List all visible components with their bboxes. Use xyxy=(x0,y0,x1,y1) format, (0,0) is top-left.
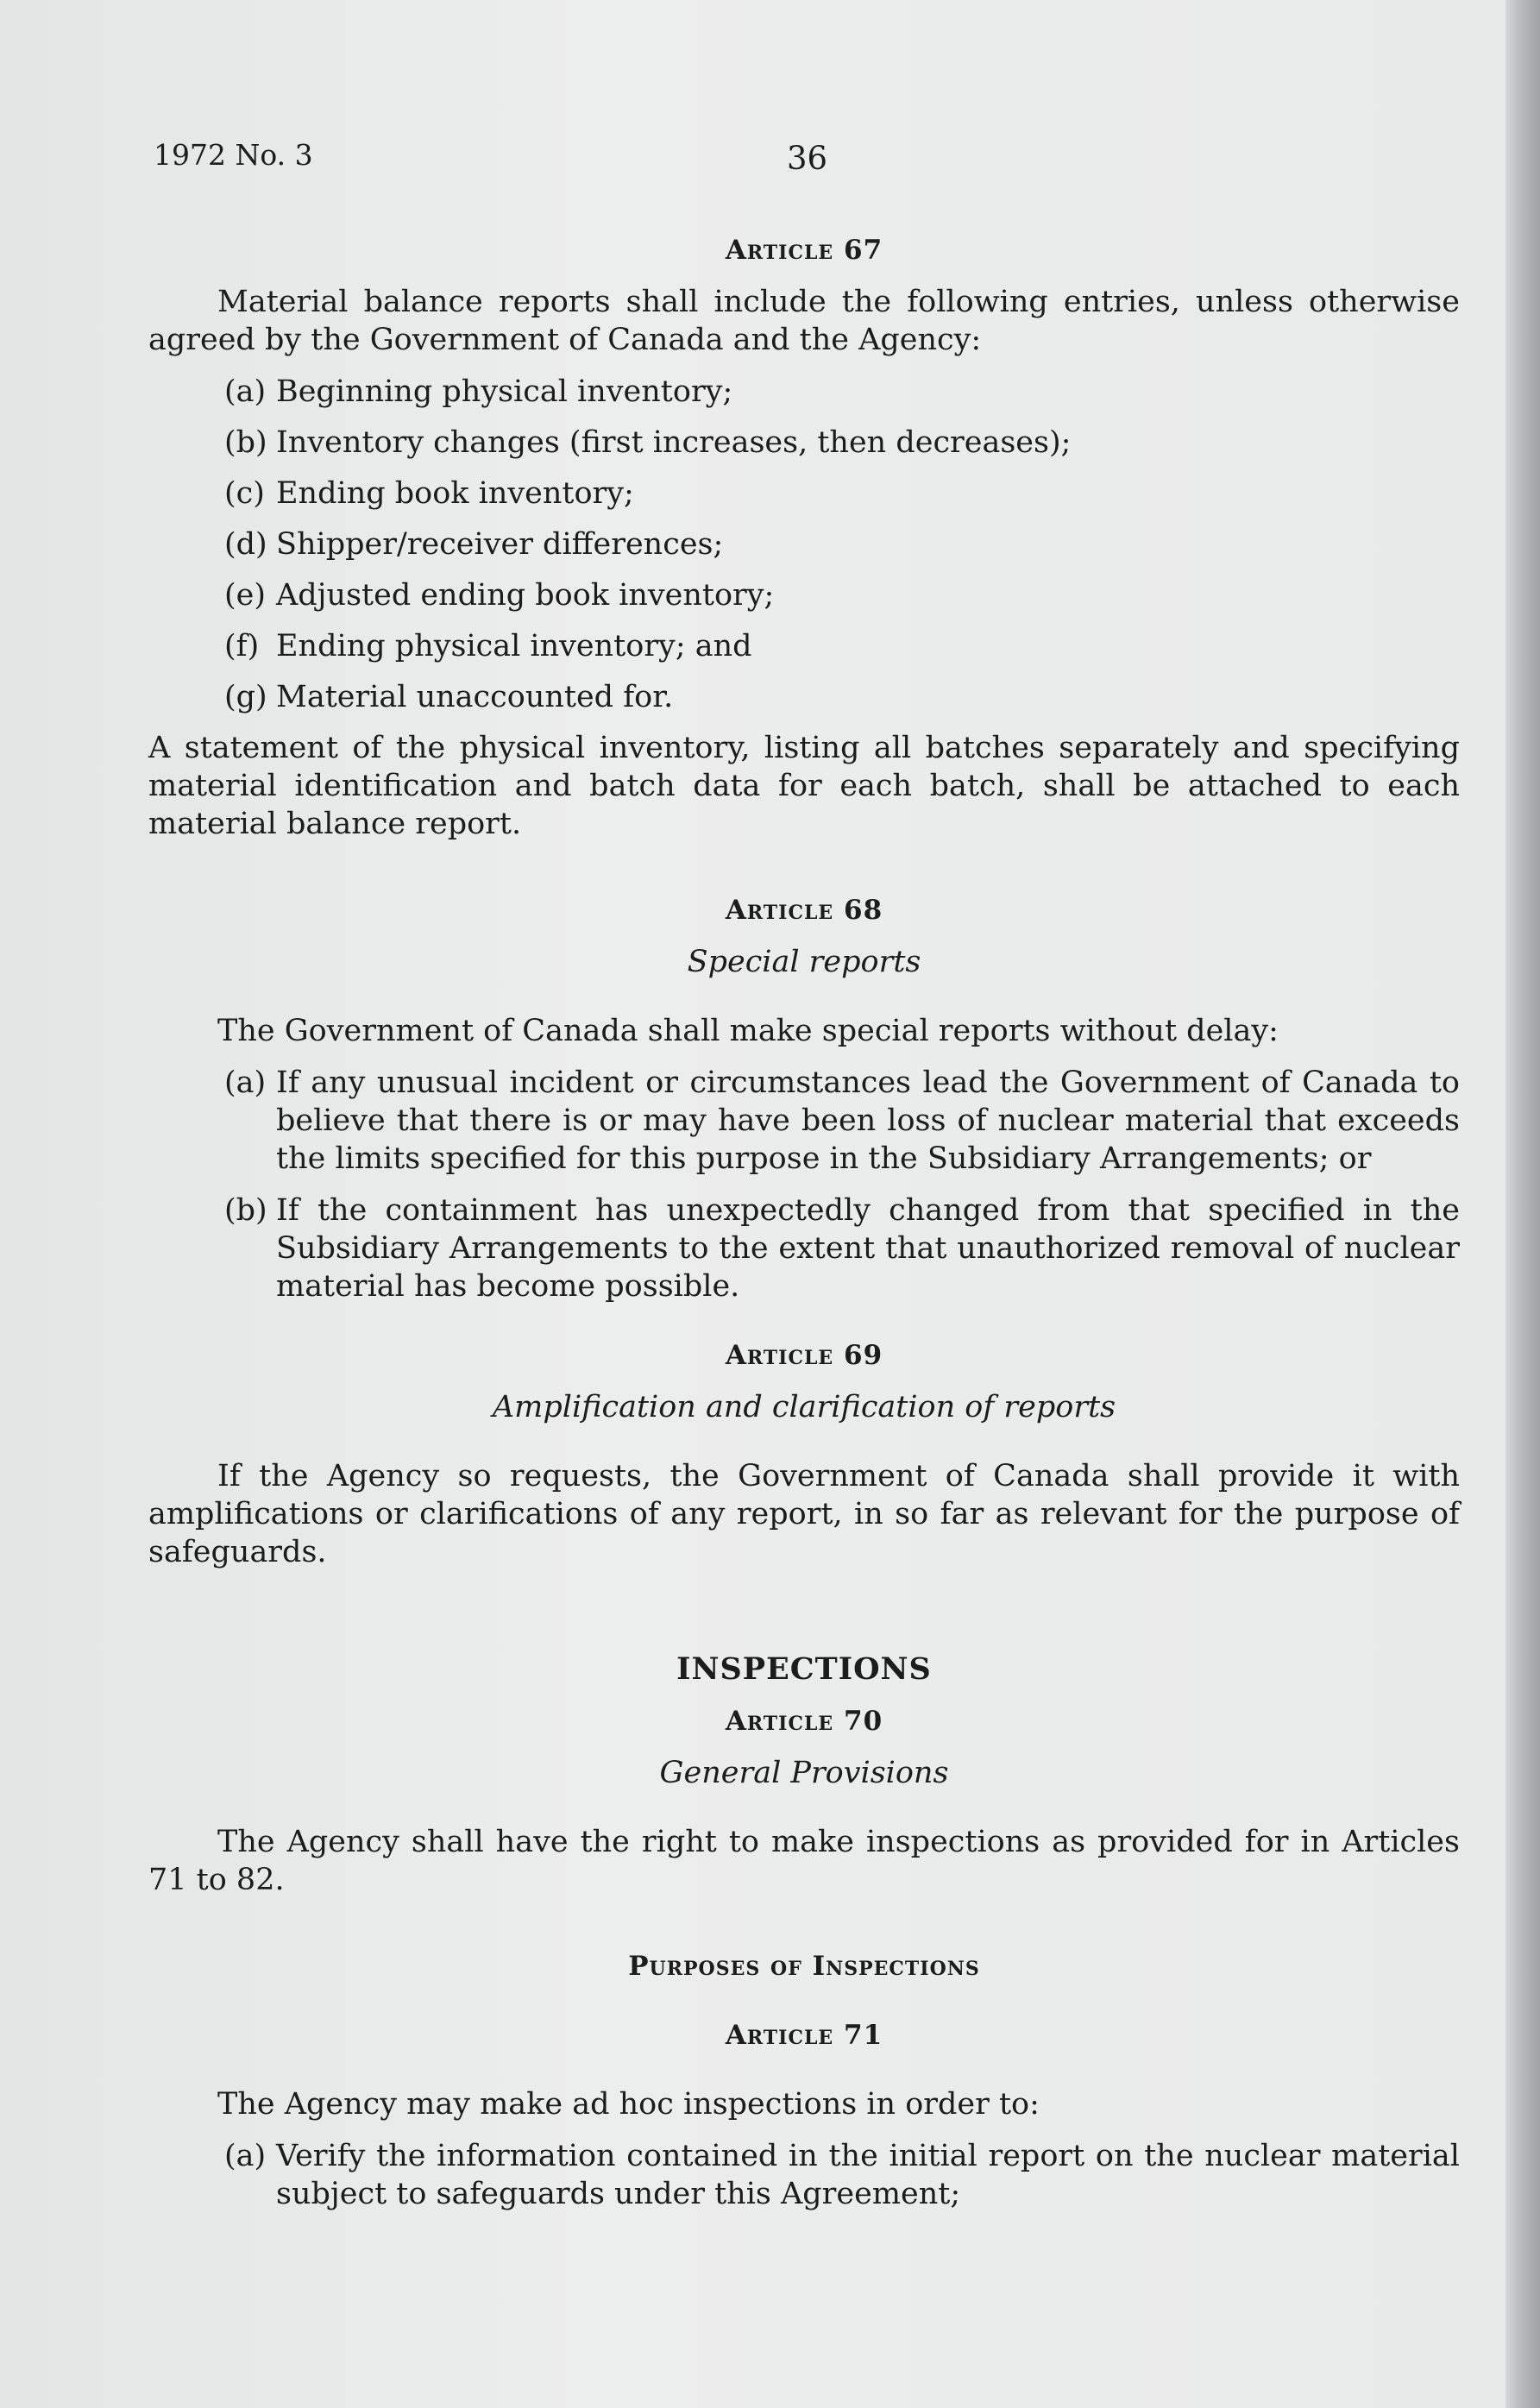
item-label: (f) xyxy=(224,629,260,663)
item-text: If the containment has unexpectedly changed from that specified in the Subsidiary Arrangements to the extent that unauthorized removal of nuclear material has become possible. xyxy=(276,1193,1460,1304)
list-item xyxy=(148,627,1460,665)
item-label: (b) xyxy=(224,425,267,460)
item-text: Material unaccounted for. xyxy=(276,680,674,714)
item-text: Verify the information contained in the initial report on the nuclear material subject to safeguards under this Agreement; xyxy=(276,2139,1460,2211)
list-item xyxy=(148,373,1460,411)
article-70-text: The Agency shall have the right to make inspections as provided for in Articles 71 to 82. xyxy=(148,1825,1460,1897)
list-item xyxy=(148,525,1460,563)
article-68-conditions xyxy=(148,1064,1460,1305)
list-item xyxy=(148,475,1460,512)
document-body xyxy=(148,231,1460,2213)
page-edge xyxy=(1505,0,1540,2408)
article-67-statement: A statement of the physical inventory, listing all batches separately and specifying material identification and batch data for each batch, shall be attached to each material balance report. xyxy=(148,731,1460,841)
article-68-title: Article 68 xyxy=(725,895,883,926)
list-item xyxy=(148,1191,1460,1305)
item-label: (a) xyxy=(224,2139,267,2173)
list-item xyxy=(148,576,1460,614)
item-label: (e) xyxy=(224,578,267,613)
list-item xyxy=(148,2137,1460,2213)
article-71-purposes xyxy=(148,2137,1460,2213)
item-label: (g) xyxy=(224,680,267,714)
article-67-intro: Material balance reports shall include the following entries, unless otherwise agreed by the Government of Canada and the Agency: xyxy=(148,285,1460,357)
item-text: Ending book inventory; xyxy=(276,476,634,511)
item-text: Adjusted ending book inventory; xyxy=(276,578,775,613)
article-68-subtitle: Special reports xyxy=(687,945,921,979)
item-label: (a) xyxy=(224,374,267,409)
item-label: (a) xyxy=(224,1066,267,1100)
item-text: Shipper/receiver differences; xyxy=(276,527,724,562)
purposes-heading: Purposes of Inspections xyxy=(628,1951,980,1982)
item-label: (c) xyxy=(224,476,265,511)
page-number: 36 xyxy=(787,140,828,177)
article-69-text: If the Agency so requests, the Government of Canada shall provide it with amplifications or clarifications of any report, in so far as relevant for the purpose of safeguards. xyxy=(148,1459,1460,1569)
gazette-reference: 1972 No. 3 xyxy=(154,138,313,172)
article-69-subtitle: Amplification and clarification of reports xyxy=(492,1390,1116,1424)
page-header xyxy=(154,138,1540,190)
article-69-title: Article 69 xyxy=(725,1340,883,1371)
item-text: Beginning physical inventory; xyxy=(276,374,733,409)
article-67-entries xyxy=(148,373,1460,716)
item-text: Ending physical inventory; and xyxy=(276,629,752,663)
article-70-subtitle: General Provisions xyxy=(659,1756,949,1790)
article-67-title: Article 67 xyxy=(725,235,883,266)
item-label: (b) xyxy=(224,1193,267,1228)
inspections-heading: INSPECTIONS xyxy=(676,1651,932,1687)
article-71-intro: The Agency may make ad hoc inspections in order to: xyxy=(217,2087,1040,2122)
item-label: (d) xyxy=(224,527,267,562)
list-item xyxy=(148,424,1460,462)
article-71-title: Article 71 xyxy=(725,2020,883,2051)
list-item xyxy=(148,1064,1460,1178)
item-text: Inventory changes (first increases, then decreases); xyxy=(276,425,1072,460)
list-item xyxy=(148,678,1460,716)
article-68-intro: The Government of Canada shall make special reports without delay: xyxy=(217,1014,1279,1048)
article-70-title: Article 70 xyxy=(725,1706,883,1737)
item-text: If any unusual incident or circumstances lead the Government of Canada to believe that there is or may have been loss of nuclear material that exceeds the limits specified for this purpose in the Subsidiary Arrangements; or xyxy=(276,1066,1460,1176)
